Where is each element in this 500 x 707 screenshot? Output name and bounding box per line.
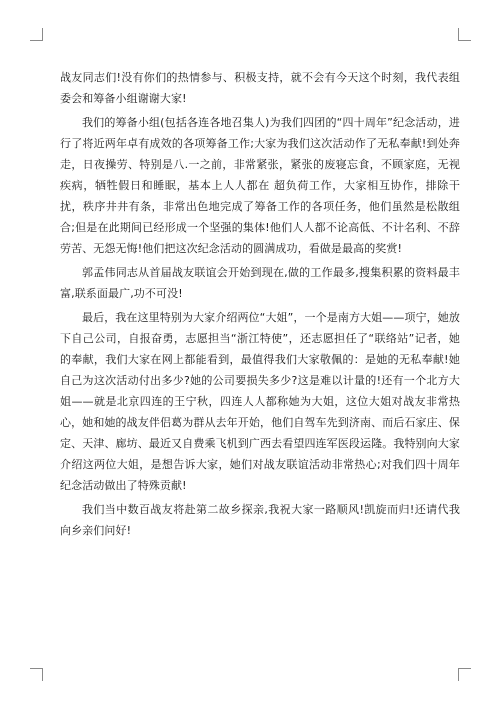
paragraph-preparation-team: 我们的筹备小组(包括各连各地召集人)为我们四团的“四十周年”纪念活动，进行了将近两年卓有成效的各项筹备工作;大家为我们这次活动作了无私奉献!到处奔走，日夜操劳、特别是八.一之前，非常紧张，紧张的废寝忘食，不顾家庭，无视疾病，牺牲假日和睡眠，基本上人人都在 超负荷工作，大家相互协作，排除干扰，秩序井井有条，非常出色地完成了筹备工作的各项任务，他们虽然是松散组合;但是在此期间已经形成一个坚强的集体!他们人人都不论高低、不计名利、不辞劳苦、无怨无悔!他们把这次纪念活动的圆满成功，看做是最高的奖赏! [60, 116, 460, 255]
paragraph-two-big-sisters: 最后，我在这里特别为大家介绍两位“大姐”，一个是南方大姐——项宁，她放下自己公司，自报奋勇，志愿担当“浙江特使”，还志愿担任了“联络站”记者，她的奉献，我们大家在网上都能看到，最值得我们大家敬佩的：是她的无私奉献!她自己为这次活动付出多少?她的公司要损失多少?这是难以计量的!还有一个北方大姐——就是北京四连的王宁秋，四连人人都称她为大姐，这位大姐对战友非常热心，她和她的战友伴侣葛为群从去年开始，他们自驾车先到济南、而后石家庄、保定、天津、廊坊、最近又自费乘飞机到广西去看望四连军医段运隆。我特别向大家介绍这两位大姐，是想告诉大家，她们对战友联谊活动非常热心;对我们四十周年纪念活动做出了特殊贡献! [60, 311, 460, 492]
crop-mark-top-right [458, 28, 471, 41]
crop-mark-bottom-right [458, 668, 471, 681]
paragraph-thanks: 战友同志们!没有你们的热情参与、积极支持，就不会有今天这个时刻，我代表组委会和筹备小组谢谢大家! [60, 71, 460, 105]
paragraph-farewell: 我们当中数百战友将赴第二故乡探亲,我祝大家一路顺风!凯旋而归!还请代我向乡亲们问好! [60, 503, 460, 537]
crop-mark-bottom-left [30, 668, 43, 681]
paragraph-guo-mengwei: 郭孟伟同志从首届战友联谊会开始到现在,做的工作最多,搜集积累的资料最丰富,联系面最广,功不可没! [60, 266, 460, 300]
document-body [60, 67, 460, 544]
crop-mark-top-left [30, 28, 43, 41]
